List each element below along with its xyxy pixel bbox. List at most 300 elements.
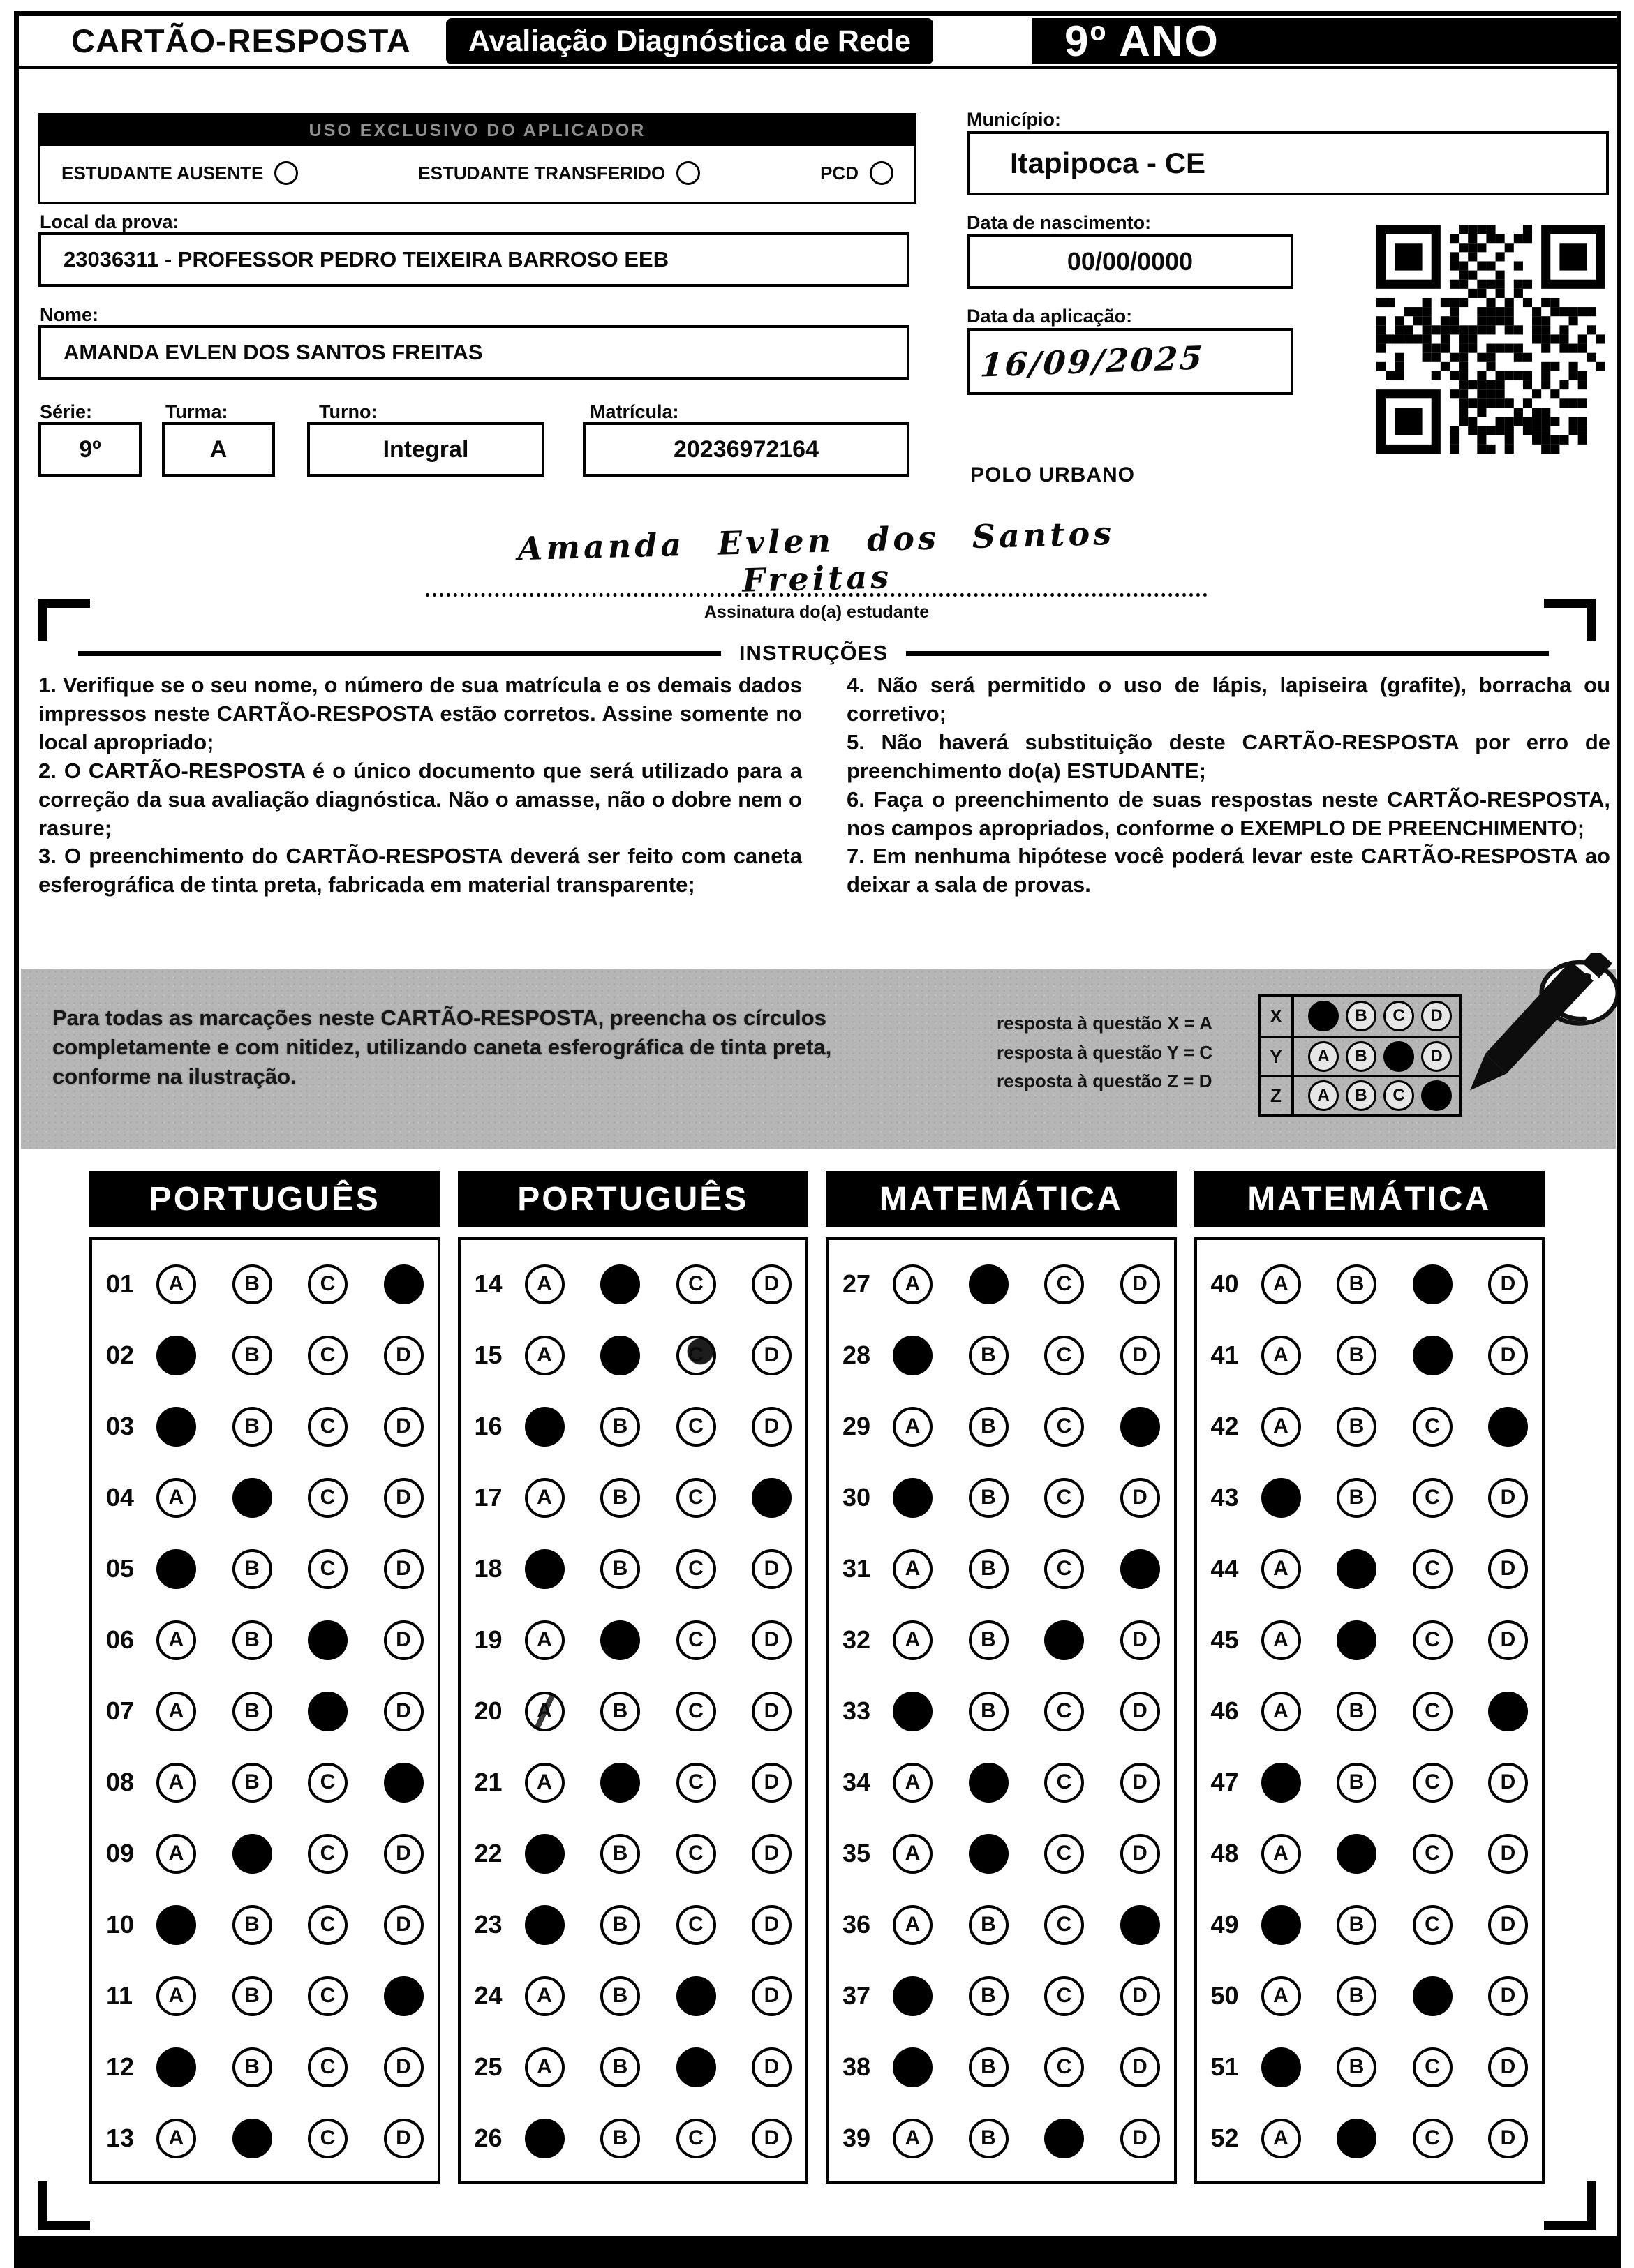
bubble-q37-B[interactable]: B [969,1976,1009,2016]
answer-column [1194,1171,1545,2184]
bubble-q17-D[interactable] [752,1478,792,1518]
instruction-item: 6. Faça o preenchimento de suas respostas neste CARTÃO-RESPOSTA, nos campos apropriados, conforme o EXEMPLO DE PREENCHIMENTO; [847,786,1610,840]
bubble-q51-A[interactable] [1261,2047,1301,2087]
bubble-q32-D[interactable]: D [1120,1620,1160,1660]
bubble-q19-A[interactable]: A [525,1620,565,1660]
bubble-q39-B[interactable]: B [969,2119,1009,2158]
bubble-q43-B[interactable]: B [1337,1478,1376,1518]
bubble-q19-D[interactable]: D [752,1620,792,1660]
question-row-44 [1211,1533,1529,1604]
bubble-q33-A[interactable] [893,1692,933,1731]
question-row-05 [106,1533,424,1604]
bubble-group [156,1336,424,1375]
bubble-group [1261,2119,1529,2158]
bubble-q26-A[interactable] [525,2119,565,2158]
bubble-q12-A[interactable] [156,2047,196,2087]
example-grid-row [1261,1036,1459,1075]
bubble-q48-C[interactable]: C [1413,1834,1453,1874]
bubble-q06-B[interactable]: B [232,1620,272,1660]
bubble-q32-C[interactable] [1044,1620,1084,1660]
grade-label: 9º ANO [1032,18,1617,64]
bubble-q41-C[interactable] [1413,1336,1453,1375]
bubble-group [1261,1407,1529,1447]
bubble-q12-C[interactable]: C [308,2047,348,2087]
aplicador-option [61,161,298,185]
bubble-q49-D[interactable]: D [1488,1905,1528,1945]
bubble-group [525,1834,792,1874]
bubble-group [525,1336,792,1375]
bubble-group [525,1976,792,2016]
nascimento-value: 00/00/0000 [967,234,1293,289]
bubble-q15-D[interactable]: D [752,1336,792,1375]
bubble-q34-B[interactable] [969,1763,1009,1803]
question-row-50 [1211,1960,1529,2031]
bubble-q11-A[interactable]: A [156,1976,196,2016]
bubble-group [156,1478,424,1518]
bubble-q52-B[interactable] [1337,2119,1376,2158]
example-bubble-X-A [1308,1001,1339,1031]
question-row-46 [1211,1676,1529,1747]
bubble-q40-B[interactable]: B [1337,1264,1376,1304]
question-number: 34 [842,1768,871,1796]
question-row-17 [475,1462,792,1533]
bubble-q08-A[interactable]: A [156,1763,196,1803]
bubble-q21-B[interactable] [600,1763,640,1803]
bubble-q03-A[interactable] [156,1407,196,1447]
bubble-q05-B[interactable]: B [232,1549,272,1589]
bubble-q19-B[interactable] [600,1620,640,1660]
bubble-q22-A[interactable] [525,1834,565,1874]
bubble-q18-C[interactable]: C [676,1549,716,1589]
answer-column-title: PORTUGUÊS [89,1171,440,1227]
bubble-q17-A[interactable]: A [525,1478,565,1518]
bubble-q49-B[interactable]: B [1337,1905,1376,1945]
bubble-q24-A[interactable]: A [525,1976,565,2016]
bubble-group [156,1763,424,1803]
bubble-q36-D[interactable] [1120,1905,1160,1945]
bubble-q34-D[interactable]: D [1120,1763,1160,1803]
example-question-label: Z [1261,1077,1294,1114]
example-bubble-Z-B: B [1346,1080,1376,1111]
bubble-q27-A[interactable]: A [893,1264,933,1304]
bubble-q01-C[interactable]: C [308,1264,348,1304]
bubble-q41-B[interactable]: B [1337,1336,1376,1375]
turma-label: Turma: [165,401,228,422]
bubble-q47-D[interactable]: D [1488,1763,1528,1803]
bubble-q21-C[interactable]: C [676,1763,716,1803]
question-number: 15 [474,1341,503,1369]
bubble-q10-C[interactable]: C [308,1905,348,1945]
question-row-33 [842,1676,1160,1747]
bubble-q24-C[interactable] [676,1976,716,2016]
bubble-q11-B[interactable]: B [232,1976,272,2016]
bubble-q21-A[interactable]: A [525,1763,565,1803]
bubble-q06-C[interactable] [308,1620,348,1660]
bubble-q35-D[interactable]: D [1120,1834,1160,1874]
bubble-q09-D[interactable]: D [384,1834,424,1874]
bubble-q39-D[interactable]: D [1120,2119,1160,2158]
bubble-q41-A[interactable]: A [1261,1336,1301,1375]
bubble-q47-B[interactable]: B [1337,1763,1376,1803]
bubble-q30-A[interactable] [893,1478,933,1518]
bubble-q02-D[interactable]: D [384,1336,424,1375]
bubble-q51-D[interactable]: D [1488,2047,1528,2087]
bubble-q28-C[interactable]: C [1044,1336,1084,1375]
question-number: 17 [474,1483,503,1512]
example-bubble-Y-B: B [1346,1041,1376,1072]
bubble-q12-D[interactable]: D [384,2047,424,2087]
bubble-q08-B[interactable]: B [232,1763,272,1803]
bubble-q14-D[interactable]: D [752,1264,792,1304]
bubble-q31-C[interactable]: C [1044,1549,1084,1589]
bubble-q37-D[interactable]: D [1120,1976,1160,2016]
bubble-q43-C[interactable]: C [1413,1478,1453,1518]
bubble-q49-A[interactable] [1261,1905,1301,1945]
bubble-q42-D[interactable] [1488,1407,1528,1447]
question-number: 02 [106,1341,135,1369]
question-number: 42 [1210,1412,1239,1440]
bubble-q33-B[interactable]: B [969,1692,1009,1731]
bubble-q11-C[interactable]: C [308,1976,348,2016]
bubble-q44-D[interactable]: D [1488,1549,1528,1589]
bubble-q03-D[interactable]: D [384,1407,424,1447]
bubble-q45-C[interactable]: C [1413,1620,1453,1660]
question-number: 28 [842,1341,871,1369]
bubble-q08-C[interactable]: C [308,1763,348,1803]
bubble-q26-B[interactable]: B [600,2119,640,2158]
bubble-q24-D[interactable]: D [752,1976,792,2016]
bubble-q09-C[interactable]: C [308,1834,348,1874]
question-number: 37 [842,1981,871,2010]
bubble-q25-B[interactable]: B [600,2047,640,2087]
signature-script: Amanda Evlen dos Santos Freitas [517,514,1115,599]
bubble-q05-A[interactable] [156,1549,196,1589]
bubble-q31-D[interactable] [1120,1549,1160,1589]
bubble-q31-A[interactable]: A [893,1549,933,1589]
question-number: 27 [842,1269,871,1298]
bubble-q34-C[interactable]: C [1044,1763,1084,1803]
bubble-q22-C[interactable]: C [676,1834,716,1874]
bubble-q27-B[interactable] [969,1264,1009,1304]
bubble-q37-A[interactable] [893,1976,933,2016]
bubble-q29-C[interactable]: C [1044,1407,1084,1447]
bubble-q17-B[interactable]: B [600,1478,640,1518]
bubble-q36-C[interactable]: C [1044,1905,1084,1945]
bubble-q07-A[interactable]: A [156,1692,196,1731]
bubble-q22-B[interactable]: B [600,1834,640,1874]
bubble-q16-C[interactable]: C [676,1407,716,1447]
bubble-q50-C[interactable] [1413,1976,1453,2016]
bubble-group [156,1549,424,1589]
bubble-q02-A[interactable] [156,1336,196,1375]
bubble-q03-B[interactable]: B [232,1407,272,1447]
aplicador-option-circle[interactable] [676,161,700,185]
bubble-q20-D[interactable]: D [752,1692,792,1731]
bubble-q47-C[interactable]: C [1413,1763,1453,1803]
instruction-item: 3. O preenchimento do CARTÃO-RESPOSTA deverá ser feito com caneta esferográfica de tinta preta, fabricada em material transparente; [38,844,802,897]
bubble-q22-D[interactable]: D [752,1834,792,1874]
local-value: 23036311 - PROFESSOR PEDRO TEIXEIRA BARROSO EEB [38,232,909,287]
bubble-q48-A[interactable]: A [1261,1834,1301,1874]
bubble-q05-C[interactable]: C [308,1549,348,1589]
instructions-columns [38,671,1610,900]
bubble-q07-B[interactable]: B [232,1692,272,1731]
bubble-q36-B[interactable]: B [969,1905,1009,1945]
answer-column-box [89,1237,440,2184]
question-number: 16 [474,1412,503,1440]
bubble-q42-C[interactable]: C [1413,1407,1453,1447]
bubble-q11-D[interactable] [384,1976,424,2016]
bubble-q04-A[interactable]: A [156,1478,196,1518]
bubble-q44-C[interactable]: C [1413,1549,1453,1589]
bubble-q15-B[interactable] [600,1336,640,1375]
bubble-q29-A[interactable]: A [893,1407,933,1447]
bubble-q20-B[interactable]: B [600,1692,640,1731]
question-number: 49 [1210,1910,1239,1939]
bubble-q04-D[interactable]: D [384,1478,424,1518]
bubble-q08-D[interactable] [384,1763,424,1803]
question-number: 05 [106,1554,135,1583]
bubble-q49-C[interactable]: C [1413,1905,1453,1945]
example-answer-label: resposta à questão Z = D [997,1070,1212,1092]
bubble-q18-A[interactable] [525,1549,565,1589]
bubble-q31-B[interactable]: B [969,1549,1009,1589]
bubble-q26-C[interactable]: C [676,2119,716,2158]
bubble-group [525,2119,792,2158]
bubble-q10-D[interactable]: D [384,1905,424,1945]
bubble-q19-C[interactable]: C [676,1620,716,1660]
bubble-q46-D[interactable] [1488,1692,1528,1731]
bubble-q06-A[interactable]: A [156,1620,196,1660]
bubble-q38-C[interactable]: C [1044,2047,1084,2087]
question-row-02 [106,1320,424,1391]
bubble-q07-D[interactable]: D [384,1692,424,1731]
example-text: Para todas as marcações neste CARTÃO-RESPOSTA, preencha os círculos completamente e com nitidez, utilizando caneta esferográfica de tinta preta, conforme na ilustração. [52,1006,832,1089]
bubble-q52-A[interactable]: A [1261,2119,1301,2158]
bubble-q23-A[interactable] [525,1905,565,1945]
bubble-q36-A[interactable]: A [893,1905,933,1945]
question-number: 44 [1210,1554,1239,1583]
bubble-q45-B[interactable] [1337,1620,1376,1660]
question-row-31 [842,1533,1160,1604]
bubble-q15-C[interactable]: C [676,1336,716,1375]
bubble-q46-C[interactable]: C [1413,1692,1453,1731]
aplicador-option-label: ESTUDANTE AUSENTE [61,162,264,184]
aplicador-options [40,146,914,202]
bubble-q33-D[interactable]: D [1120,1692,1160,1731]
question-number: 46 [1210,1696,1239,1725]
bubble-q52-D[interactable]: D [1488,2119,1528,2158]
instruction-item: 5. Não haverá substituição deste CARTÃO-RESPOSTA por erro de preenchimento do(a) ESTUDANTE; [847,729,1610,783]
question-row-20 [475,1676,792,1747]
bubble-q39-C[interactable] [1044,2119,1084,2158]
example-bubble-Z-A: A [1308,1080,1339,1111]
bubble-q30-D[interactable]: D [1120,1478,1160,1518]
bubble-q16-D[interactable]: D [752,1407,792,1447]
bubble-q30-B[interactable]: B [969,1478,1009,1518]
bubble-q02-C[interactable]: C [308,1336,348,1375]
question-row-24 [475,1960,792,2031]
bubble-q48-D[interactable]: D [1488,1834,1528,1874]
bubble-q50-D[interactable]: D [1488,1976,1528,2016]
bubble-q24-B[interactable]: B [600,1976,640,2016]
bubble-q09-B[interactable] [232,1834,272,1874]
bubble-q29-B[interactable]: B [969,1407,1009,1447]
bubble-q25-A[interactable]: A [525,2047,565,2087]
bubble-q43-D[interactable]: D [1488,1478,1528,1518]
bubble-q10-A[interactable] [156,1905,196,1945]
answer-column [826,1171,1177,2184]
bubble-q42-A[interactable]: A [1261,1407,1301,1447]
bubble-q20-A[interactable]: A [525,1692,565,1731]
bubble-q35-A[interactable]: A [893,1834,933,1874]
bubble-q13-B[interactable] [232,2119,272,2158]
bubble-q50-B[interactable]: B [1337,1976,1376,2016]
bubble-q35-B[interactable] [969,1834,1009,1874]
bubble-q44-A[interactable]: A [1261,1549,1301,1589]
bubble-q46-B[interactable]: B [1337,1692,1376,1731]
bubble-q38-A[interactable] [893,2047,933,2087]
bubble-q09-A[interactable]: A [156,1834,196,1874]
question-row-43 [1211,1462,1529,1533]
example-bubble-X-B: B [1346,1001,1376,1031]
aplicacao-label: Data da aplicação: [967,306,1133,327]
bubble-q34-A[interactable]: A [893,1763,933,1803]
bubble-q35-C[interactable]: C [1044,1834,1084,1874]
bubble-q13-A[interactable]: A [156,2119,196,2158]
example-bubble-Y-D: D [1421,1041,1452,1072]
answer-column [89,1171,440,2184]
question-number: 11 [106,1981,133,2010]
bubble-q18-B[interactable]: B [600,1549,640,1589]
bubble-group [1261,1834,1529,1874]
bubble-q10-B[interactable]: B [232,1905,272,1945]
corner-mark-top-left [38,599,90,641]
bubble-q16-A[interactable] [525,1407,565,1447]
question-row-22 [475,1818,792,1889]
bubble-q01-A[interactable]: A [156,1264,196,1304]
bubble-q48-B[interactable] [1337,1834,1376,1874]
question-row-16 [475,1391,792,1462]
bubble-group [525,1407,792,1447]
bubble-q37-C[interactable]: C [1044,1976,1084,2016]
bubble-q01-D[interactable] [384,1264,424,1304]
bubble-q16-B[interactable]: B [600,1407,640,1447]
bubble-q29-D[interactable] [1120,1407,1160,1447]
question-row-08 [106,1747,424,1818]
bubble-q06-D[interactable]: D [384,1620,424,1660]
bubble-q28-A[interactable] [893,1336,933,1375]
bubble-q27-D[interactable]: D [1120,1264,1160,1304]
bubble-q23-B[interactable]: B [600,1905,640,1945]
bubble-q07-C[interactable] [308,1692,348,1731]
bubble-q47-A[interactable] [1261,1763,1301,1803]
bubble-q20-C[interactable]: C [676,1692,716,1731]
bubble-q51-C[interactable]: C [1413,2047,1453,2087]
bubble-q05-D[interactable]: D [384,1549,424,1589]
bubble-q13-D[interactable]: D [384,2119,424,2158]
bubble-q02-B[interactable]: B [232,1336,272,1375]
bubble-q26-D[interactable]: D [752,2119,792,2158]
bubble-group [525,1549,792,1589]
question-row-12 [106,2031,424,2103]
bubble-q14-B[interactable] [600,1264,640,1304]
bubble-q38-B[interactable]: B [969,2047,1009,2087]
bubble-group [525,1763,792,1803]
header [19,16,1617,69]
bubble-q43-A[interactable] [1261,1478,1301,1518]
bubble-q44-B[interactable] [1337,1549,1376,1589]
question-row-47 [1211,1747,1529,1818]
bubble-q04-C[interactable]: C [308,1478,348,1518]
bubble-q23-C[interactable]: C [676,1905,716,1945]
bubble-q15-A[interactable]: A [525,1336,565,1375]
nome-value: AMANDA EVLEN DOS SANTOS FREITAS [38,325,909,380]
question-row-29 [842,1391,1160,1462]
answer-column [458,1171,809,2184]
aplicador-option-circle[interactable] [274,161,298,185]
bubble-group [525,1620,792,1660]
corner-mark-top-right [1544,599,1596,641]
bubble-q14-A[interactable]: A [525,1264,565,1304]
question-number: 09 [106,1839,135,1867]
question-number: 03 [106,1412,135,1440]
bubble-q46-A[interactable]: A [1261,1692,1301,1731]
bubble-q40-C[interactable] [1413,1264,1453,1304]
bubble-q33-C[interactable]: C [1044,1692,1084,1731]
bubble-q04-B[interactable] [232,1478,272,1518]
bubble-q50-A[interactable]: A [1261,1976,1301,2016]
bubble-q01-B[interactable]: B [232,1264,272,1304]
bubble-q25-C[interactable] [676,2047,716,2087]
bubble-q52-C[interactable]: C [1413,2119,1453,2158]
bubble-q40-D[interactable]: D [1488,1264,1528,1304]
bubble-q38-D[interactable]: D [1120,2047,1160,2087]
bubble-q17-C[interactable]: C [676,1478,716,1518]
bubble-q30-C[interactable]: C [1044,1478,1084,1518]
bubble-q21-D[interactable]: D [752,1763,792,1803]
bubble-q32-B[interactable]: B [969,1620,1009,1660]
serie-label: Série: [40,401,93,422]
bubble-q40-A[interactable]: A [1261,1264,1301,1304]
bubble-q12-B[interactable]: B [232,2047,272,2087]
bubble-q51-B[interactable]: B [1337,2047,1376,2087]
answers-section [89,1171,1545,2184]
bubble-q42-B[interactable]: B [1337,1407,1376,1447]
bubble-q41-D[interactable]: D [1488,1336,1528,1375]
question-number: 01 [106,1269,135,1298]
aplicador-option-circle[interactable] [870,161,893,185]
bubble-q25-D[interactable]: D [752,2047,792,2087]
bubble-q28-B[interactable]: B [969,1336,1009,1375]
bubble-q13-C[interactable]: C [308,2119,348,2158]
question-row-28 [842,1320,1160,1391]
bubble-q14-C[interactable]: C [676,1264,716,1304]
bubble-q27-C[interactable]: C [1044,1264,1084,1304]
bubble-q45-D[interactable]: D [1488,1620,1528,1660]
bubble-q03-C[interactable]: C [308,1407,348,1447]
example-answer-labels [997,1009,1212,1096]
question-number: 47 [1210,1768,1239,1796]
bubble-q45-A[interactable]: A [1261,1620,1301,1660]
bubble-q23-D[interactable]: D [752,1905,792,1945]
bubble-q32-A[interactable]: A [893,1620,933,1660]
bubble-q18-D[interactable]: D [752,1549,792,1589]
bubble-q39-A[interactable]: A [893,2119,933,2158]
bubble-q28-D[interactable]: D [1120,1336,1160,1375]
example-grid-row [1261,1075,1459,1114]
bubble-group [525,1264,792,1304]
